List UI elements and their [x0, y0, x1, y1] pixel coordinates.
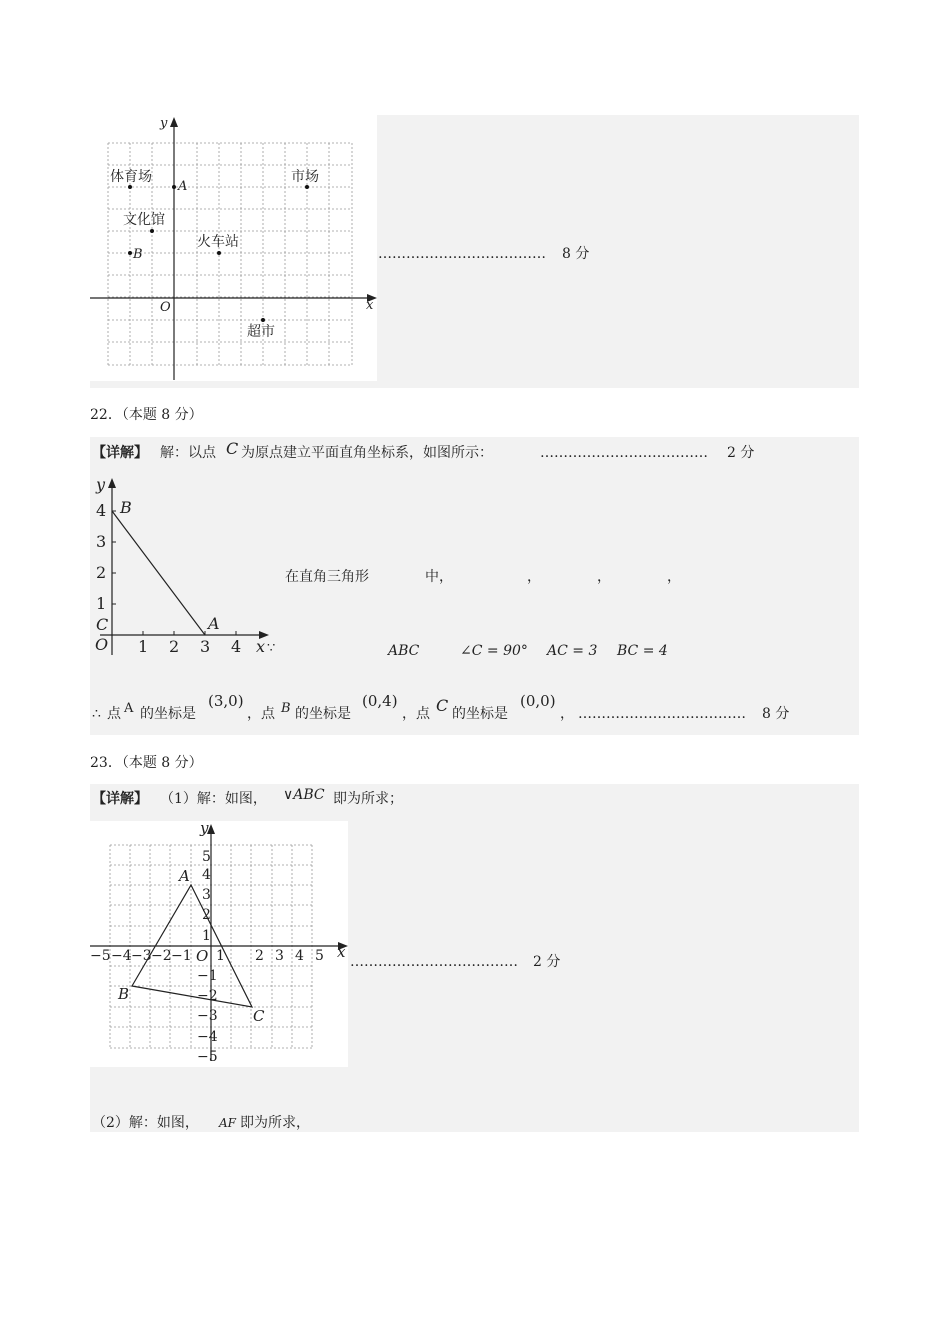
map-label-a: A — [178, 179, 188, 194]
q22-conc-7: ， — [560, 706, 574, 722]
q23-origin: O — [196, 947, 209, 965]
q23-x-tick-m3: −3 — [131, 948, 152, 964]
q23-part1-b: 即为所求； — [333, 791, 403, 807]
q22-x-tick-1: 1 — [138, 637, 149, 656]
q22-graph — [90, 470, 290, 662]
q22-detail-tag: 【详解】 — [92, 445, 148, 461]
map-label-stadium: 体育场 — [110, 169, 152, 185]
q22-y-label: y — [96, 475, 106, 494]
q23-score-dots: ……………………………… — [350, 954, 518, 970]
q23-y-tick-m4: −4 — [197, 1029, 218, 1045]
q23-header: 23．（本题 8 分） — [90, 755, 203, 771]
q22-x-tick-3: 3 — [200, 637, 211, 656]
q22-x-label: x — [256, 637, 266, 656]
q22-label-c: C — [96, 615, 109, 634]
q22-coord-a: (3,0) — [208, 692, 244, 710]
q23-x-tick-m2: −2 — [151, 948, 172, 964]
q22-line1-dots: ……………………………… — [540, 445, 708, 461]
q22-coord-c: (0,0) — [520, 692, 556, 710]
q22-abc: ABC — [388, 643, 420, 659]
q22-conc-2: 的坐标是 — [140, 706, 196, 722]
q23-graph-svg — [90, 821, 348, 1067]
q23-x-tick-5: 5 — [315, 948, 324, 964]
q22-coord-b: (0,4) — [362, 692, 398, 710]
q23-y-tick-m1: −1 — [197, 968, 218, 984]
q22-conc-6: 的坐标是 — [452, 706, 508, 722]
q22-comma-2: ， — [597, 569, 611, 585]
q22-conc-dots: ……………………………… — [578, 706, 746, 722]
q22-line1-score: 2 分 — [727, 445, 755, 461]
q22-bc: BC = 4 — [617, 643, 668, 659]
q22-conc-b: B — [281, 701, 291, 716]
map-label-station: 火车站 — [197, 234, 239, 250]
q23-detail-tag: 【详解】 — [92, 791, 148, 807]
q22-mid-text: 中， — [425, 569, 453, 585]
score-dots-21: ……………………………… — [378, 246, 546, 262]
map-x-label: x — [366, 298, 374, 313]
q22-conc-a: A — [124, 701, 134, 716]
q23-part1-a: （1）解：如图， — [160, 791, 267, 807]
q23-x-tick-m5: −5 — [90, 948, 111, 964]
q22-line1-b: 为原点建立平面直角坐标系，如图所示： — [241, 445, 493, 461]
q22-x-tick-4: 4 — [231, 637, 242, 656]
q23-part1-tri: ∨ABC — [283, 787, 325, 803]
q23-x-label: x — [337, 943, 346, 961]
q23-x-tick-1: 1 — [216, 948, 225, 964]
q23-y-tick-3: 3 — [202, 887, 211, 903]
q23-y-label: y — [200, 819, 209, 837]
q22-conc-5: ，点 — [402, 706, 430, 722]
q22-label-a: A — [208, 614, 220, 633]
q22-conc-4: 的坐标是 — [295, 706, 351, 722]
q23-label-c: C — [253, 1007, 265, 1025]
q23-graph — [90, 821, 348, 1067]
q22-ac: AC = 3 — [547, 643, 598, 659]
q23-part2-b: 即为所求， — [240, 1115, 310, 1131]
q22-origin: O — [95, 635, 109, 654]
q23-y-tick-m2: −2 — [197, 988, 218, 1004]
q22-conc-3: ，点 — [247, 706, 275, 722]
q23-x-tick-m1: −1 — [171, 948, 192, 964]
q23-x-tick-3: 3 — [275, 948, 284, 964]
q23-part2-a: （2）解：如图， — [92, 1115, 199, 1131]
q22-y-tick-4: 4 — [96, 501, 107, 520]
q22-y-tick-3: 3 — [96, 532, 107, 551]
q23-y-tick-m3: −3 — [197, 1008, 218, 1024]
q23-y-tick-2: 2 — [202, 907, 211, 923]
q23-label-b: B — [118, 985, 130, 1003]
q23-y-tick-5: 5 — [202, 849, 211, 865]
q22-comma-3: ， — [667, 569, 681, 585]
q22-conc-therefore: ∴ — [92, 706, 101, 722]
q23-score: 2 分 — [533, 954, 561, 970]
q22-conc-c: C — [436, 696, 449, 715]
q22-conc-1: 点 — [107, 706, 121, 722]
q22-y-tick-1: 1 — [96, 594, 107, 613]
q22-y-tick-2: 2 — [96, 563, 107, 582]
map-label-market: 市场 — [291, 169, 319, 185]
q23-y-tick-1: 1 — [202, 928, 211, 944]
q23-label-a: A — [179, 867, 190, 885]
map-figure — [90, 115, 377, 381]
q23-part2-af: AF — [219, 1116, 236, 1130]
q23-x-tick-4: 4 — [295, 948, 304, 964]
q23-x-tick-m4: −4 — [111, 948, 132, 964]
map-label-culture: 文化馆 — [123, 212, 165, 228]
q22-label-b: B — [120, 498, 132, 517]
q22-x-suffix: ∵ — [267, 641, 276, 656]
q23-x-tick-2: 2 — [255, 948, 264, 964]
map-y-label: y — [160, 116, 168, 131]
q22-line1-c: C — [226, 439, 239, 458]
q23-y-tick-m5: −5 — [197, 1049, 218, 1065]
q22-x-tick-2: 2 — [169, 637, 180, 656]
map-label-b: B — [133, 247, 143, 262]
q23-y-tick-4: 4 — [202, 867, 211, 883]
score-21: 8 分 — [562, 246, 590, 262]
q22-tri-text: 在直角三角形 — [285, 569, 369, 585]
q22-header: 22．（本题 8 分） — [90, 407, 203, 423]
q22-angle: ∠C = 90° — [460, 643, 528, 659]
q22-conc-score: 8 分 — [762, 706, 790, 722]
map-label-supermarket: 超市 — [247, 324, 275, 340]
q22-line1-a: 解：以点 — [160, 445, 216, 461]
q22-comma-1: ， — [527, 569, 541, 585]
map-origin-label: O — [160, 300, 171, 315]
